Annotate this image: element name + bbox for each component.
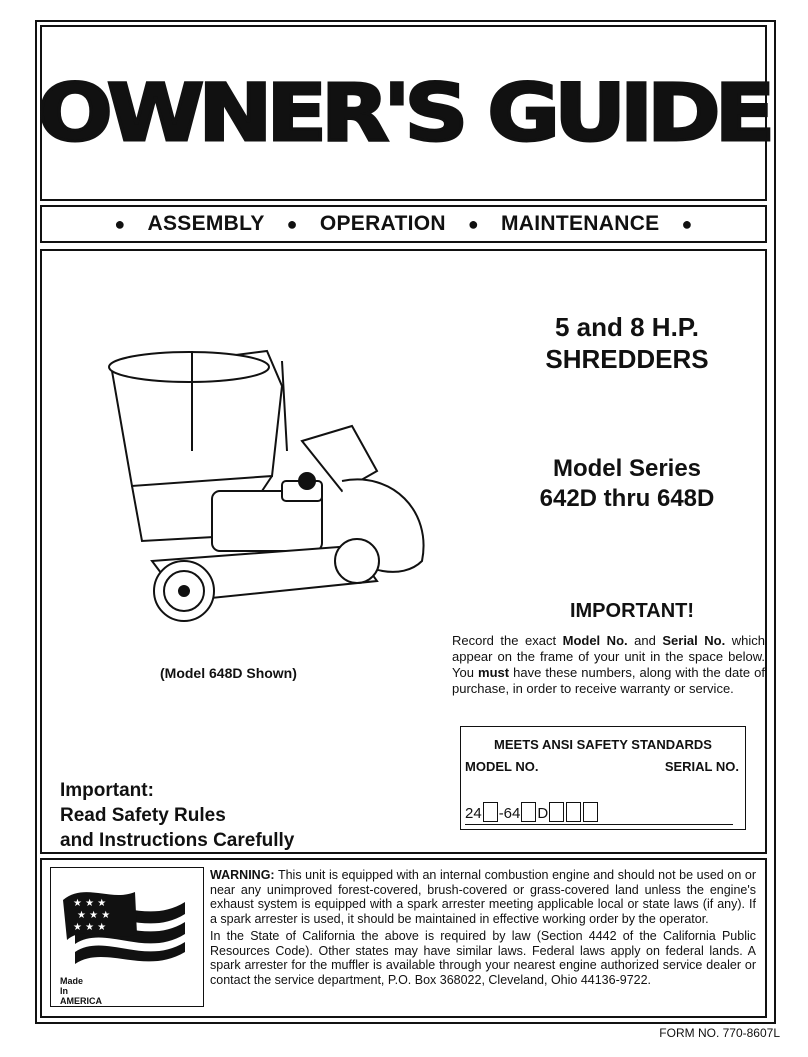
- warning-text: [210, 868, 756, 990]
- bullet: ●: [681, 213, 693, 234]
- important-text: Record the exact Model No. and Serial No. which appear on the frame of your unit in the space below. You must have these numbers, along with the date of purchase, in order to receive warranty or service.: [452, 633, 765, 696]
- product-title: [497, 311, 757, 375]
- bullet: ●: [114, 213, 126, 234]
- record-box: [460, 726, 746, 830]
- section-assembly: ASSEMBLY: [147, 212, 265, 235]
- main-panel: [40, 249, 767, 854]
- important-heading: IMPORTANT!: [569, 600, 695, 622]
- shredder-illustration: [92, 331, 442, 631]
- model-prefix: 24: [465, 805, 482, 822]
- serial-no-label: SERIAL NO.: [664, 759, 739, 774]
- model-digit-box[interactable]: [566, 802, 581, 822]
- flag-box: [50, 867, 204, 1007]
- model-series: [497, 454, 757, 514]
- california-paragraph: In the State of California the above is required by law (Section 4442 of the California Public Resources Code). Other states may have similar laws. Federal laws apply on federal lands. A spark arrester for the muffler is available through your nearest engine authorized service dealer or contact the service department, P.O. Box 368022, Cleveland, Ohio 44136-9722.: [210, 929, 756, 987]
- model-digit-box[interactable]: [521, 802, 536, 822]
- safety-notice-line: Important:: [60, 780, 154, 801]
- american-flag-icon: [55, 872, 199, 972]
- section-maintenance: MAINTENANCE: [501, 212, 660, 235]
- model-no-label: MODEL NO.: [465, 759, 539, 774]
- model-digit-box[interactable]: [583, 802, 598, 822]
- horsepower: 5 and 8 H.P.: [554, 312, 700, 342]
- product-type: SHREDDERS: [545, 344, 709, 374]
- series-range: 642D thru 648D: [539, 485, 715, 512]
- model-suffix: D: [537, 805, 549, 822]
- form-number: FORM NO. 770-8607L: [659, 1026, 780, 1040]
- warning-panel: [40, 858, 767, 1018]
- svg-text:★ ★ ★: ★ ★ ★: [73, 898, 107, 909]
- svg-text:★ ★ ★: ★ ★ ★: [77, 910, 111, 921]
- safety-notice: [60, 778, 294, 853]
- section-operation: OPERATION: [319, 212, 446, 235]
- model-digit-box[interactable]: [483, 802, 498, 822]
- page-title: OWNER'S GUIDE: [37, 69, 770, 159]
- title-box: [37, 25, 770, 201]
- standards-label: MEETS ANSI SAFETY STANDARDS: [494, 737, 712, 752]
- made-in-america: Made In AMERICA: [60, 976, 102, 1006]
- model-digit-box[interactable]: [549, 802, 564, 822]
- model-number-entry[interactable]: [465, 802, 599, 822]
- svg-text:★ ★ ★: ★ ★ ★: [73, 922, 107, 933]
- entry-underline: [465, 824, 733, 825]
- bullet: ●: [467, 213, 480, 234]
- section-strip: [40, 205, 767, 243]
- illustration-caption: (Model 648D Shown): [160, 665, 297, 681]
- safety-notice-line: Read Safety Rules: [60, 805, 226, 826]
- model-mid: -64: [498, 805, 521, 822]
- warning-paragraph: WARNING: This unit is equipped with an internal combustion engine and should not be used on or near any unimproved forest-covered, brush-covered or grass-covered land unless the engine's exhaust system is equipped with a spark arrester meeting applicable local or state laws (if any). If a spark arrester is used, it should be maintained in effective working order by the operator.: [210, 868, 756, 926]
- safety-notice-line: and Instructions Carefully: [60, 830, 295, 851]
- bullet: ●: [286, 213, 298, 234]
- series-label: Model Series: [552, 455, 702, 482]
